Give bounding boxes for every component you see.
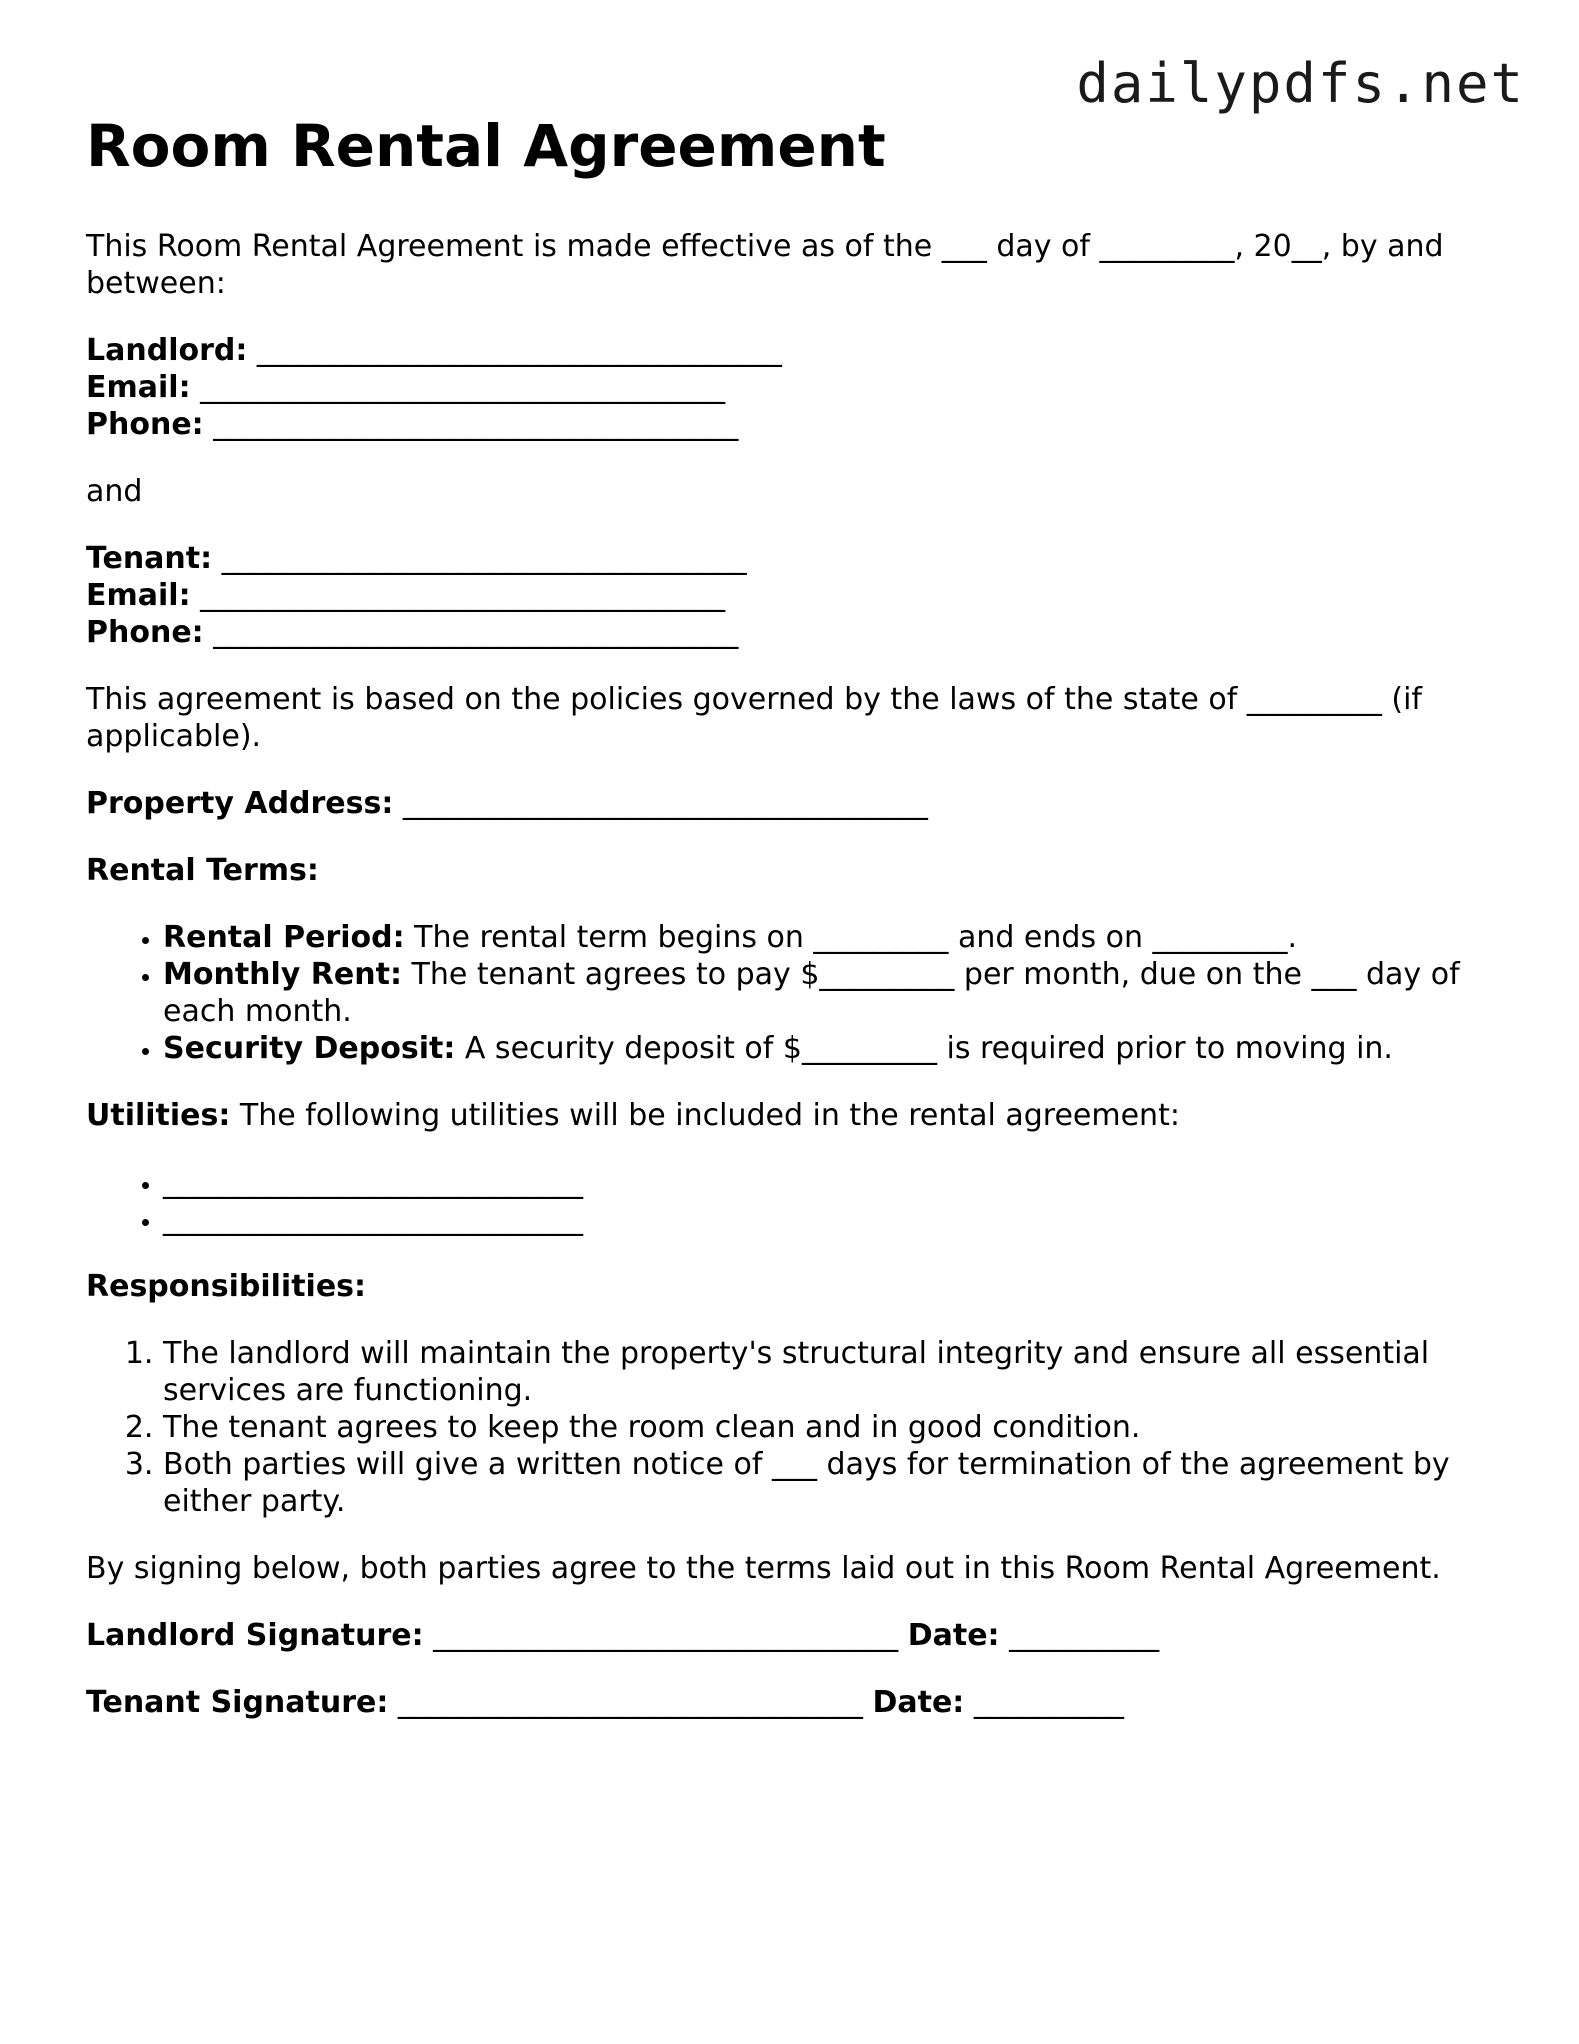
- tenant-name-blank: ___________________________________: [221, 541, 747, 576]
- document-page: [86, 108, 1486, 1751]
- list-item: [163, 919, 1486, 956]
- list-item: • ____________________________: [163, 1164, 1486, 1201]
- tenant-signature-line: [86, 1684, 1486, 1721]
- tenant-phone-blank: ___________________________________: [213, 615, 739, 650]
- landlord-name-blank: ___________________________________: [256, 333, 782, 368]
- laws-paragraph: This agreement is based on the policies governed by the laws of the state of _________ (if applicable).: [86, 682, 1422, 754]
- landlord-phone-label: Phone:: [86, 407, 204, 442]
- tenant-fields: [86, 540, 1486, 651]
- property-address-blank: ___________________________________: [402, 786, 928, 821]
- property-address-label: Property Address:: [86, 786, 394, 821]
- security-deposit-label: Security Deposit:: [163, 1031, 456, 1066]
- tenant-email-line: [86, 577, 1486, 614]
- rental-terms-heading-text: Rental Terms:: [86, 853, 319, 888]
- landlord-date-blank: __________: [1009, 1618, 1160, 1653]
- landlord-fields: [86, 332, 1486, 443]
- landlord-phone-blank: ___________________________________: [213, 407, 739, 442]
- tenant-name-line: [86, 540, 1486, 577]
- closing-paragraph: By signing below, both parties agree to the terms laid out in this Room Rental Agreement.: [86, 1551, 1441, 1586]
- landlord-phone-line: [86, 406, 1486, 443]
- tenant-signature-blank: _______________________________: [397, 1685, 863, 1720]
- utilities-text: The following utilities will be included in the rental agreement:: [239, 1098, 1180, 1133]
- monthly-rent-label: Monthly Rent:: [163, 957, 402, 992]
- tenant-email-label: Email:: [86, 578, 191, 613]
- rental-terms-list: [86, 919, 1486, 1067]
- landlord-signature-label: Landlord Signature:: [86, 1618, 424, 1653]
- landlord-name-label: Landlord:: [86, 333, 248, 368]
- tenant-phone-label: Phone:: [86, 615, 204, 650]
- tenant-name-label: Tenant:: [86, 541, 213, 576]
- document-title: Room Rental Agreement: [86, 112, 886, 180]
- monthly-rent-text: The tenant agrees to pay $_________ per month, due on the ___ day of each month.: [163, 957, 1460, 1029]
- tenant-phone-line: [86, 614, 1486, 651]
- responsibilities-heading: [86, 1268, 1486, 1305]
- utilities-list: [86, 1164, 1486, 1238]
- list-item: 1. The landlord will maintain the property's structural integrity and ensure all essential services are functioning.: [163, 1335, 1486, 1409]
- landlord-email-label: Email:: [86, 370, 191, 405]
- list-item: • ____________________________: [163, 1201, 1486, 1238]
- list-item: [163, 1030, 1486, 1067]
- tenant-signature-label: Tenant Signature:: [86, 1685, 389, 1720]
- rental-period-text: The rental term begins on _________ and ends on _________.: [414, 920, 1298, 955]
- tenant-email-blank: ___________________________________: [200, 578, 726, 613]
- landlord-name-line: [86, 332, 1486, 369]
- list-item: [163, 956, 1486, 1030]
- landlord-email-line: [86, 369, 1486, 406]
- utilities-line: [86, 1097, 1486, 1134]
- utilities-label: Utilities:: [86, 1098, 231, 1133]
- rental-period-label: Rental Period:: [163, 920, 405, 955]
- watermark: dailypdfs.net: [1076, 52, 1525, 115]
- tenant-date-blank: __________: [973, 1685, 1124, 1720]
- security-deposit-text: A security deposit of $_________ is required prior to moving in.: [464, 1031, 1393, 1066]
- landlord-signature-line: [86, 1617, 1486, 1654]
- landlord-date-label: Date:: [907, 1618, 1000, 1653]
- responsibilities-list: [86, 1335, 1486, 1520]
- list-item: 3. Both parties will give a written notice of ___ days for termination of the agreement by either party.: [163, 1446, 1486, 1520]
- rental-terms-heading: [86, 852, 1486, 889]
- landlord-signature-blank: _______________________________: [433, 1618, 899, 1653]
- tenant-date-label: Date:: [872, 1685, 965, 1720]
- and-text: and: [86, 474, 143, 509]
- property-address-line: [86, 785, 1486, 822]
- landlord-email-blank: ___________________________________: [200, 370, 726, 405]
- intro-paragraph: This Room Rental Agreement is made effective as of the ___ day of _________, 20__, by and between:: [86, 229, 1444, 301]
- responsibilities-heading-text: Responsibilities:: [86, 1269, 367, 1304]
- list-item: 2. The tenant agrees to keep the room clean and in good condition.: [163, 1409, 1486, 1446]
